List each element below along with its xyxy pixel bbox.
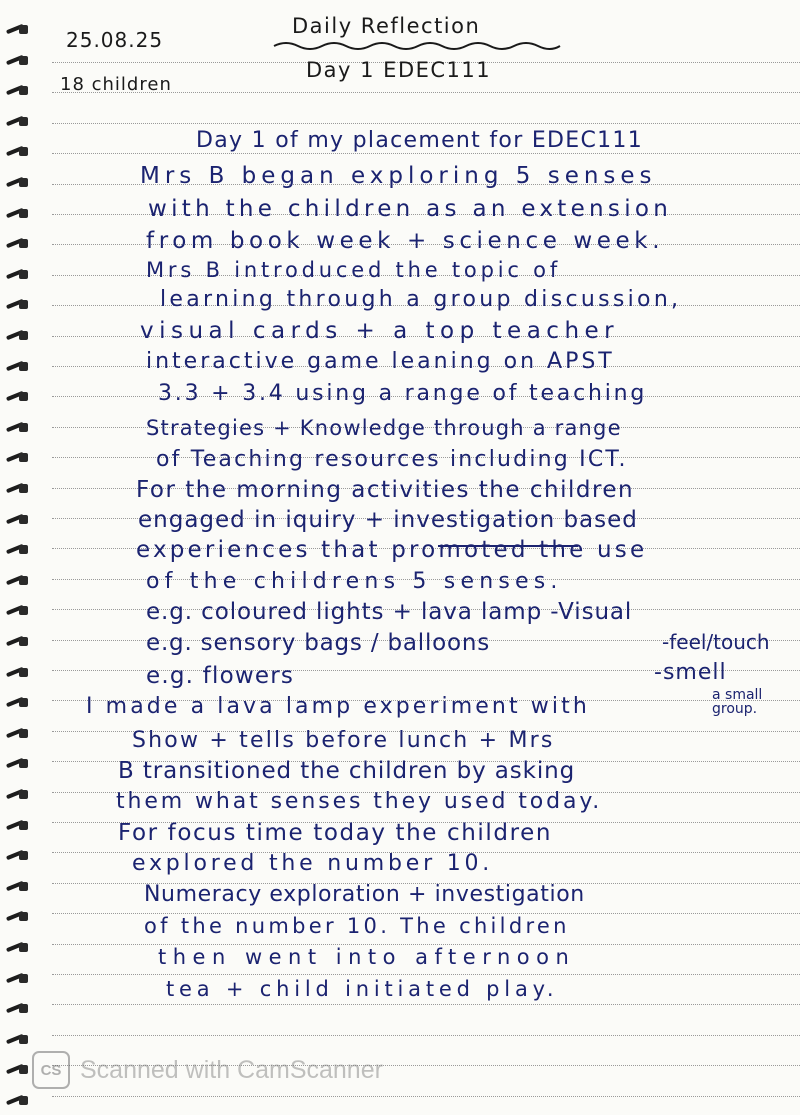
- spiral-ring: [6, 1001, 28, 1015]
- reflection-line: For focus time today the children: [118, 820, 553, 846]
- spiral-ring: [6, 450, 28, 464]
- spiral-ring: [6, 726, 28, 740]
- reflection-line: of the number 10. The children: [144, 914, 570, 938]
- ruled-line: [52, 123, 800, 124]
- spiral-ring: [6, 420, 28, 434]
- spiral-ring: [6, 175, 28, 189]
- spiral-ring: [6, 756, 28, 770]
- page-title: Daily Reflection: [292, 14, 481, 38]
- spiral-ring: [6, 909, 28, 923]
- reflection-line: interactive game leaning on APST: [146, 349, 615, 374]
- spiral-ring: [6, 940, 28, 954]
- reflection-line: For the morning activities the children: [136, 477, 635, 503]
- spiral-ring: [6, 787, 28, 801]
- spiral-ring: [6, 22, 28, 36]
- spiral-ring: [6, 971, 28, 985]
- reflection-line: learning through a group discussion,: [160, 287, 682, 312]
- ruled-line: [52, 1096, 800, 1097]
- spiral-ring: [6, 53, 28, 67]
- reflection-line: e.g. flowers: [146, 663, 295, 689]
- spiral-ring: [6, 879, 28, 893]
- spiral-ring: [6, 297, 28, 311]
- spiral-ring: [6, 542, 28, 556]
- spiral-ring: [6, 848, 28, 862]
- spiral-ring: [6, 665, 28, 679]
- page-subtitle: Day 1 EDEC111: [306, 58, 492, 82]
- watermark-text: Scanned with CamScanner: [80, 1055, 383, 1084]
- spiral-ring: [6, 695, 28, 709]
- reflection-line: B transitioned the children by asking: [118, 758, 576, 784]
- spiral-ring: [6, 1093, 28, 1107]
- reflection-line: engaged in iquiry + investigation based: [138, 507, 638, 533]
- spiral-ring: [6, 573, 28, 587]
- side-note-smell: -smell: [654, 660, 727, 685]
- reflection-line: explored the number 10.: [132, 851, 494, 876]
- spiral-ring: [6, 481, 28, 495]
- reflection-line: 3.3 + 3.4 using a range of teaching: [158, 381, 648, 406]
- reflection-line: visual cards + a top teacher: [140, 318, 620, 344]
- spiral-ring: [6, 236, 28, 250]
- spiral-ring: [6, 83, 28, 97]
- reflection-line: Day 1 of my placement for EDEC111: [196, 128, 644, 153]
- spiral-ring: [6, 1032, 28, 1046]
- reflection-line: e.g. coloured lights + lava lamp -Visual: [146, 599, 633, 625]
- reflection-line: Strategies + Knowledge through a range: [146, 416, 622, 440]
- reflection-line: tea + child initiated play.: [166, 977, 559, 1001]
- title-wavy-underline: [272, 38, 562, 56]
- reflection-line: from book week + science week.: [146, 228, 665, 254]
- reflection-line: them what senses they used today.: [116, 789, 603, 814]
- spiral-ring: [6, 818, 28, 832]
- spiral-ring: [6, 389, 28, 403]
- ruled-line: [52, 974, 800, 975]
- children-count: 18 children: [60, 74, 172, 95]
- reflection-line: of Teaching resources including ICT.: [156, 447, 628, 472]
- reflection-line: experiences that promoted the use: [136, 537, 648, 563]
- spiral-ring: [6, 359, 28, 373]
- spiral-ring: [6, 328, 28, 342]
- camscanner-watermark: [32, 1052, 383, 1088]
- entry-date: 25.08.25: [66, 28, 164, 52]
- side-note-small-group: a small group.: [712, 687, 763, 717]
- spiral-ring: [6, 206, 28, 220]
- ruled-line: [52, 153, 800, 154]
- side-note-feel: -feel/touch: [662, 630, 770, 654]
- spiral-binding: [0, 0, 40, 1115]
- reflection-line: I made a lava lamp experiment with: [86, 694, 590, 719]
- reflection-line: Mrs B introduced the topic of: [146, 258, 562, 282]
- spiral-ring: [6, 267, 28, 281]
- reflection-line: then went into afternoon: [158, 945, 576, 969]
- strikethrough-mark: [438, 545, 578, 547]
- reflection-line: Mrs B began exploring 5 senses: [140, 163, 657, 189]
- ruled-line: [52, 1004, 800, 1005]
- spiral-ring: [6, 603, 28, 617]
- reflection-line: of the childrens 5 senses.: [146, 569, 563, 594]
- camscanner-logo-icon: CS: [32, 1051, 70, 1089]
- reflection-line: e.g. sensory bags / balloons: [146, 630, 491, 656]
- reflection-line: Numeracy exploration + investigation: [144, 882, 585, 907]
- spiral-ring: [6, 512, 28, 526]
- spiral-ring: [6, 634, 28, 648]
- spiral-ring: [6, 1062, 28, 1076]
- spiral-ring: [6, 114, 28, 128]
- reflection-line: Show + tells before lunch + Mrs: [132, 728, 555, 753]
- spiral-ring: [6, 144, 28, 158]
- ruled-line: [52, 1035, 800, 1036]
- reflection-line: with the children as an extension: [148, 196, 673, 222]
